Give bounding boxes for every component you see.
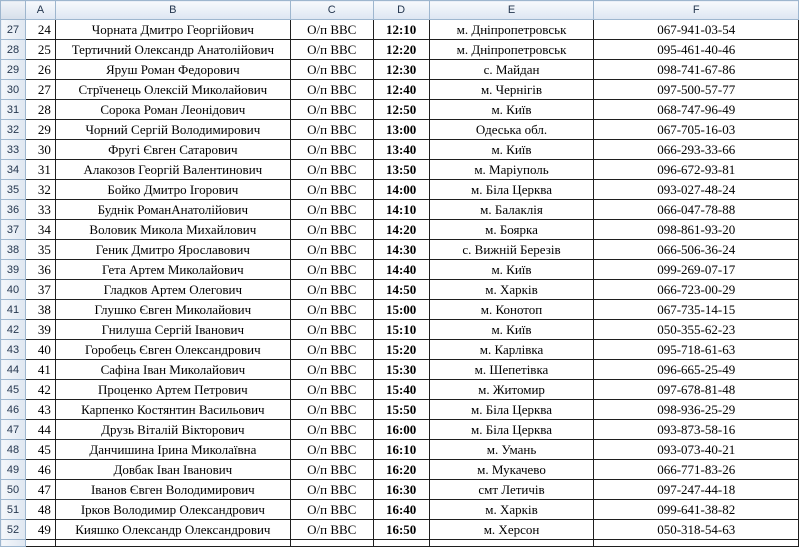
cell-name[interactable]: Яруш Роман Федорович [55,60,290,80]
cell-city[interactable]: с. Майдан [429,60,594,80]
cell-type[interactable]: О/п ВВС [290,480,373,500]
table-row [1,260,799,280]
row-header[interactable]: 50 [1,480,26,500]
cell-time[interactable]: 12:30 [373,60,429,80]
cell-type[interactable]: О/п ВВС [290,360,373,380]
column-header-f[interactable]: F [594,1,799,20]
table-row [1,460,799,480]
sheet-body [1,20,799,547]
table-row [1,220,799,240]
row-header[interactable] [1,540,26,547]
cell-number[interactable]: 41 [25,360,55,380]
cell-type[interactable]: О/п ВВС [290,320,373,340]
cell-type[interactable]: О/п ВВС [290,260,373,280]
cell-name[interactable]: Тертичний Олександр Анатолійович [55,40,290,60]
cell-phone[interactable]: 096-672-93-81 [594,160,799,180]
cell-city[interactable]: м. Конотоп [429,300,594,320]
cell-phone[interactable]: 098-936-25-29 [594,400,799,420]
table-row [1,40,799,60]
cell-phone[interactable]: 097-247-44-18 [594,480,799,500]
cell-time[interactable]: 13:00 [373,120,429,140]
cell-phone[interactable]: 093-027-48-24 [594,180,799,200]
column-header-e[interactable]: E [429,1,594,20]
cell-phone[interactable]: 067-941-03-54 [594,20,799,40]
cell-phone[interactable]: 095-718-61-63 [594,340,799,360]
cell-phone[interactable]: 066-047-78-88 [594,200,799,220]
cell-name[interactable]: Чорний Сергій Володимирович [55,120,290,140]
cell-time[interactable]: 15:10 [373,320,429,340]
cell-phone[interactable]: 099-269-07-17 [594,260,799,280]
row-header[interactable]: 32 [1,120,26,140]
cell-phone[interactable]: 097-678-81-48 [594,380,799,400]
cell-type[interactable]: О/п ВВС [290,80,373,100]
cell-time[interactable]: 12:10 [373,20,429,40]
row-header[interactable]: 35 [1,180,26,200]
row-header[interactable]: 34 [1,160,26,180]
cell-name[interactable]: Стрїченець Олексій Миколайович [55,80,290,100]
select-all-corner[interactable] [1,1,26,20]
empty-cell[interactable] [594,540,799,547]
cell-phone[interactable]: 093-873-58-16 [594,420,799,440]
cell-time[interactable]: 16:00 [373,420,429,440]
cell-number[interactable]: 40 [25,340,55,360]
cell-name[interactable]: Воловик Микола Михайлович [55,220,290,240]
table-row [1,440,799,460]
cell-name[interactable]: Проценко Артем Петрович [55,380,290,400]
cell-city[interactable]: м. Київ [429,140,594,160]
cell-type[interactable]: О/п ВВС [290,20,373,40]
cell-phone[interactable]: 067-735-14-15 [594,300,799,320]
row-header[interactable]: 28 [1,40,26,60]
cell-city[interactable]: смт Летичів [429,480,594,500]
cell-time[interactable]: 15:50 [373,400,429,420]
cell-number[interactable]: 39 [25,320,55,340]
cell-name[interactable]: Чорната Дмитро Георгійович [55,20,290,40]
cell-type[interactable]: О/п ВВС [290,300,373,320]
cell-time[interactable]: 16:30 [373,480,429,500]
row-header[interactable]: 44 [1,360,26,380]
cell-type[interactable]: О/п ВВС [290,180,373,200]
cell-time[interactable]: 16:50 [373,520,429,540]
row-header[interactable]: 43 [1,340,26,360]
cell-city[interactable]: м. Умань [429,440,594,460]
row-header[interactable]: 30 [1,80,26,100]
cell-phone[interactable]: 067-705-16-03 [594,120,799,140]
cell-phone[interactable]: 068-747-96-49 [594,100,799,120]
cell-name[interactable]: Данчишина Ірина Миколаївна [55,440,290,460]
empty-cell[interactable] [429,540,594,547]
cell-phone[interactable]: 066-771-83-26 [594,460,799,480]
cell-number[interactable]: 49 [25,520,55,540]
row-header[interactable]: 51 [1,500,26,520]
row-header[interactable]: 49 [1,460,26,480]
cell-type[interactable]: О/п ВВС [290,280,373,300]
cell-number[interactable]: 47 [25,480,55,500]
row-header[interactable]: 40 [1,280,26,300]
cell-number[interactable]: 38 [25,300,55,320]
cell-time[interactable]: 14:50 [373,280,429,300]
cell-type[interactable]: О/п ВВС [290,60,373,80]
table-row [1,140,799,160]
cell-name[interactable]: Глушко Євген Миколайович [55,300,290,320]
table-row [1,360,799,380]
cell-type[interactable]: О/п ВВС [290,380,373,400]
cell-time[interactable]: 15:40 [373,380,429,400]
cell-number[interactable]: 27 [25,80,55,100]
cell-type[interactable]: О/п ВВС [290,500,373,520]
cell-city[interactable]: Одеська обл. [429,120,594,140]
cell-city[interactable]: м. Житомир [429,380,594,400]
cell-time[interactable]: 15:30 [373,360,429,380]
cell-name[interactable]: Ірков Володимир Олександрович [55,500,290,520]
row-header[interactable]: 31 [1,100,26,120]
table-row-partial [1,540,799,547]
table-row [1,100,799,120]
cell-time[interactable]: 13:50 [373,160,429,180]
cell-city[interactable]: с. Вижній Березів [429,240,594,260]
cell-time[interactable]: 15:00 [373,300,429,320]
cell-number[interactable]: 25 [25,40,55,60]
cell-city[interactable]: м. Шепетівка [429,360,594,380]
cell-name[interactable]: Гладков Артем Олегович [55,280,290,300]
cell-city[interactable]: м. Чернігів [429,80,594,100]
cell-number[interactable]: 33 [25,200,55,220]
empty-cell[interactable] [25,540,55,547]
table-row [1,160,799,180]
cell-phone[interactable]: 098-861-93-20 [594,220,799,240]
cell-time[interactable]: 12:40 [373,80,429,100]
table-row [1,80,799,100]
cell-time[interactable]: 15:20 [373,340,429,360]
cell-number[interactable]: 36 [25,260,55,280]
cell-number[interactable]: 43 [25,400,55,420]
cell-time[interactable]: 12:50 [373,100,429,120]
table-row [1,480,799,500]
cell-type[interactable]: О/п ВВС [290,340,373,360]
cell-time[interactable]: 16:40 [373,500,429,520]
row-header[interactable]: 36 [1,200,26,220]
cell-type[interactable]: О/п ВВС [290,140,373,160]
table-row [1,380,799,400]
cell-time[interactable]: 16:20 [373,460,429,480]
cell-city[interactable]: м. Київ [429,260,594,280]
table-row [1,180,799,200]
cell-name[interactable]: Карпенко Костянтин Васильович [55,400,290,420]
cell-phone[interactable]: 066-506-36-24 [594,240,799,260]
cell-time[interactable]: 16:10 [373,440,429,460]
cell-city[interactable]: м. Біла Церква [429,180,594,200]
cell-time[interactable]: 13:40 [373,140,429,160]
cell-number[interactable]: 46 [25,460,55,480]
empty-cell[interactable] [373,540,429,547]
table-row [1,200,799,220]
cell-city[interactable]: м. Дніпропетровськ [429,40,594,60]
row-header[interactable]: 29 [1,60,26,80]
cell-number[interactable]: 28 [25,100,55,120]
cell-name[interactable]: Гета Артем Миколайович [55,260,290,280]
cell-name[interactable]: Фругі Євген Сатарович [55,140,290,160]
row-header[interactable]: 39 [1,260,26,280]
cell-city[interactable]: м. Харків [429,500,594,520]
cell-city[interactable]: м. Харків [429,280,594,300]
cell-name[interactable]: Буднік РоманАнатолійович [55,200,290,220]
column-header-a[interactable]: A [25,1,55,20]
table-row [1,500,799,520]
cell-number[interactable]: 24 [25,20,55,40]
cell-time[interactable]: 14:40 [373,260,429,280]
cell-number[interactable]: 48 [25,500,55,520]
cell-type[interactable]: О/п ВВС [290,240,373,260]
cell-time[interactable]: 14:00 [373,180,429,200]
cell-city[interactable]: м. Мукачево [429,460,594,480]
cell-name[interactable]: Друзь Віталій Вікторович [55,420,290,440]
row-header[interactable]: 37 [1,220,26,240]
cell-phone[interactable]: 095-461-40-46 [594,40,799,60]
table-row [1,20,799,40]
cell-name[interactable]: Сафіна Іван Миколайович [55,360,290,380]
cell-city[interactable]: м. Біла Церква [429,400,594,420]
cell-city[interactable]: м. Балаклія [429,200,594,220]
row-header[interactable]: 38 [1,240,26,260]
row-header[interactable]: 33 [1,140,26,160]
row-header[interactable]: 46 [1,400,26,420]
cell-number[interactable]: 30 [25,140,55,160]
cell-number[interactable]: 34 [25,220,55,240]
cell-type[interactable]: О/п ВВС [290,40,373,60]
table-row [1,300,799,320]
cell-type[interactable]: О/п ВВС [290,440,373,460]
cell-number[interactable]: 31 [25,160,55,180]
row-header[interactable]: 41 [1,300,26,320]
cell-name[interactable]: Кияшко Олександр Олександрович [55,520,290,540]
cell-phone[interactable]: 066-723-00-29 [594,280,799,300]
cell-city[interactable]: м. Київ [429,100,594,120]
cell-name[interactable]: Довбак Іван Іванович [55,460,290,480]
cell-city[interactable]: м. Київ [429,320,594,340]
cell-phone[interactable]: 050-355-62-23 [594,320,799,340]
cell-number[interactable]: 44 [25,420,55,440]
cell-number[interactable]: 45 [25,440,55,460]
row-header[interactable]: 52 [1,520,26,540]
cell-type[interactable]: О/п ВВС [290,220,373,240]
cell-number[interactable]: 32 [25,180,55,200]
cell-city[interactable]: м. Боярка [429,220,594,240]
cell-phone[interactable]: 098-741-67-86 [594,60,799,80]
cell-time[interactable]: 14:30 [373,240,429,260]
table-row [1,280,799,300]
cell-name[interactable]: Бойко Дмитро Ігорович [55,180,290,200]
cell-number[interactable]: 26 [25,60,55,80]
cell-time[interactable]: 14:10 [373,200,429,220]
cell-phone[interactable]: 099-641-38-82 [594,500,799,520]
row-header[interactable]: 47 [1,420,26,440]
table-row [1,320,799,340]
row-header[interactable]: 48 [1,440,26,460]
column-header-b[interactable]: B [55,1,290,20]
row-header[interactable]: 27 [1,20,26,40]
cell-phone[interactable]: 097-500-57-77 [594,80,799,100]
column-header-d[interactable]: D [373,1,429,20]
cell-number[interactable]: 37 [25,280,55,300]
empty-cell[interactable] [290,540,373,547]
cell-phone[interactable]: 093-073-40-21 [594,440,799,460]
cell-phone[interactable]: 050-318-54-63 [594,520,799,540]
cell-name[interactable]: Гнилуша Сергій Іванович [55,320,290,340]
row-header[interactable]: 45 [1,380,26,400]
column-header-c[interactable]: C [290,1,373,20]
cell-name[interactable]: Горобець Євген Олександрович [55,340,290,360]
table-row [1,520,799,540]
cell-city[interactable]: м. Біла Церква [429,420,594,440]
empty-cell[interactable] [55,540,290,547]
table-row [1,240,799,260]
cell-city[interactable]: м. Дніпропетровськ [429,20,594,40]
cell-time[interactable]: 14:20 [373,220,429,240]
cell-type[interactable]: О/п ВВС [290,200,373,220]
cell-number[interactable]: 35 [25,240,55,260]
cell-name[interactable]: Алакозов Георгій Валентинович [55,160,290,180]
cell-number[interactable]: 29 [25,120,55,140]
table-row [1,400,799,420]
cell-number[interactable]: 42 [25,380,55,400]
table-row [1,120,799,140]
cell-city[interactable]: м. Маріуполь [429,160,594,180]
table-row [1,340,799,360]
cell-name[interactable]: Сорока Роман Леонідович [55,100,290,120]
cell-type[interactable]: О/п ВВС [290,460,373,480]
cell-phone[interactable]: 096-665-25-49 [594,360,799,380]
column-header-row [1,1,799,20]
cell-phone[interactable]: 066-293-33-66 [594,140,799,160]
cell-type[interactable]: О/п ВВС [290,100,373,120]
cell-type[interactable]: О/п ВВС [290,520,373,540]
cell-city[interactable]: м. Карлівка [429,340,594,360]
table-row [1,60,799,80]
table-row [1,420,799,440]
cell-name[interactable]: Іванов Євген Володимирович [55,480,290,500]
cell-name[interactable]: Геник Дмитро Ярославович [55,240,290,260]
cell-type[interactable]: О/п ВВС [290,400,373,420]
cell-city[interactable]: м. Херсон [429,520,594,540]
cell-type[interactable]: О/п ВВС [290,160,373,180]
cell-time[interactable]: 12:20 [373,40,429,60]
cell-type[interactable]: О/п ВВС [290,420,373,440]
cell-type[interactable]: О/п ВВС [290,120,373,140]
row-header[interactable]: 42 [1,320,26,340]
